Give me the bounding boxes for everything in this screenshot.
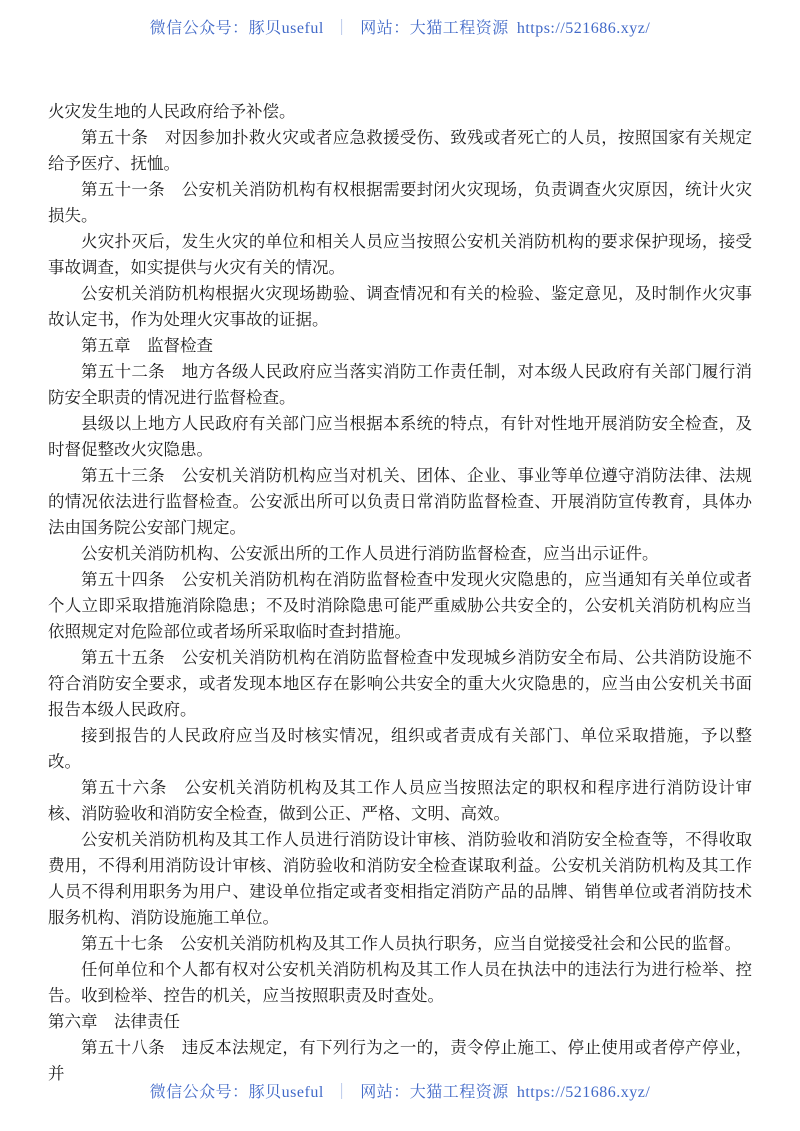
paragraph: 第五十四条 公安机关消防机构在消防监督检查中发现火灾隐患的，应当通知有关单位或者个人立即采取措施消除隐患；不及时消除隐患可能严重威胁公共安全的，公安机关消防机构应当依照规定对危险部位或者场所采取临时查封措施。 <box>48 570 752 641</box>
chapter-heading: 第六章 法律责任 <box>48 1012 180 1031</box>
paragraph: 接到报告的人民政府应当及时核实情况，组织或者责成有关部门、单位采取措施，予以整改。 <box>48 726 752 771</box>
paragraph: 第五十二条 地方各级人民政府应当落实消防工作责任制，对本级人民政府有关部门履行消防安全职责的情况进行监督检查。 <box>48 362 752 407</box>
paragraph: 第五十条 对因参加扑救火灾或者应急救援受伤、致残或者死亡的人员，按照国家有关规定给予医疗、抚恤。 <box>48 128 752 173</box>
paragraph: 公安机关消防机构、公安派出所的工作人员进行消防监督检查，应当出示证件。 <box>81 544 659 563</box>
website-label: 网站：大猫工程资源 <box>360 1084 509 1101</box>
separator-bar: ｜ <box>333 1084 351 1101</box>
paragraph: 任何单位和个人都有权对公安机关消防机构及其工作人员在执法中的违法行为进行检举、控告。收到检举、控告的机关，应当按照职责及时查处。 <box>48 960 752 1005</box>
paragraph: 第五十七条 公安机关消防机构及其工作人员执行职务，应当自觉接受社会和公民的监督。 <box>81 934 741 953</box>
paragraph: 县级以上地方人民政府有关部门应当根据本系统的特点，有针对性地开展消防安全检查，及时督促整改火灾隐患。 <box>48 414 752 459</box>
wechat-account-label: 微信公众号：豚贝useful <box>149 1084 324 1101</box>
paragraph: 公安机关消防机构根据火灾现场勘验、调查情况和有关的检验、鉴定意见，及时制作火灾事故认定书，作为处理火灾事故的证据。 <box>48 284 752 329</box>
wechat-account-label: 微信公众号：豚贝useful <box>149 20 324 37</box>
paragraph: 火灾发生地的人民政府给予补偿。 <box>48 102 296 121</box>
website-label: 网站：大猫工程资源 <box>360 20 509 37</box>
paragraph: 火灾扑灭后，发生火灾的单位和相关人员应当按照公安机关消防机构的要求保护现场，接受事故调查，如实提供与火灾有关的情况。 <box>48 232 752 277</box>
chapter-heading: 第五章 监督检查 <box>81 336 213 355</box>
website-url-link[interactable]: https://521686.xyz/ <box>516 20 651 37</box>
page-footer <box>0 1083 800 1103</box>
paragraph: 第五十一条 公安机关消防机构有权根据需要封闭火灾现场，负责调查火灾原因，统计火灾损失。 <box>48 180 752 225</box>
paragraph: 公安机关消防机构及其工作人员进行消防设计审核、消防验收和消防安全检查等，不得收取费用，不得利用消防设计审核、消防验收和消防安全检查谋取利益。公安机关消防机构及其工作人员不得利用职务为用户、建设单位指定或者变相指定消防产品的品牌、销售单位或者消防技术服务机构、消防设施施工单位。 <box>48 830 752 927</box>
website-url-link[interactable]: https://521686.xyz/ <box>516 1084 651 1101</box>
document-body <box>48 99 752 1087</box>
paragraph: 第五十五条 公安机关消防机构在消防监督检查中发现城乡消防安全布局、公共消防设施不符合消防安全要求，或者发现本地区存在影响公共安全的重大火灾隐患的，应当由公安机关书面报告本级人民政府。 <box>48 648 752 719</box>
paragraph: 第五十八条 违反本法规定，有下列行为之一的，责令停止施工、停止使用或者停产停业，并 <box>48 1038 752 1083</box>
paragraph: 第五十六条 公安机关消防机构及其工作人员应当按照法定的职权和程序进行消防设计审核、消防验收和消防安全检查，做到公正、严格、文明、高效。 <box>48 778 752 823</box>
page-header <box>0 19 800 39</box>
paragraph: 第五十三条 公安机关消防机构应当对机关、团体、企业、事业等单位遵守消防法律、法规的情况依法进行监督检查。公安派出所可以负责日常消防监督检查、开展消防宣传教育，具体办法由国务院公安部门规定。 <box>48 466 752 537</box>
separator-bar: ｜ <box>333 20 351 37</box>
